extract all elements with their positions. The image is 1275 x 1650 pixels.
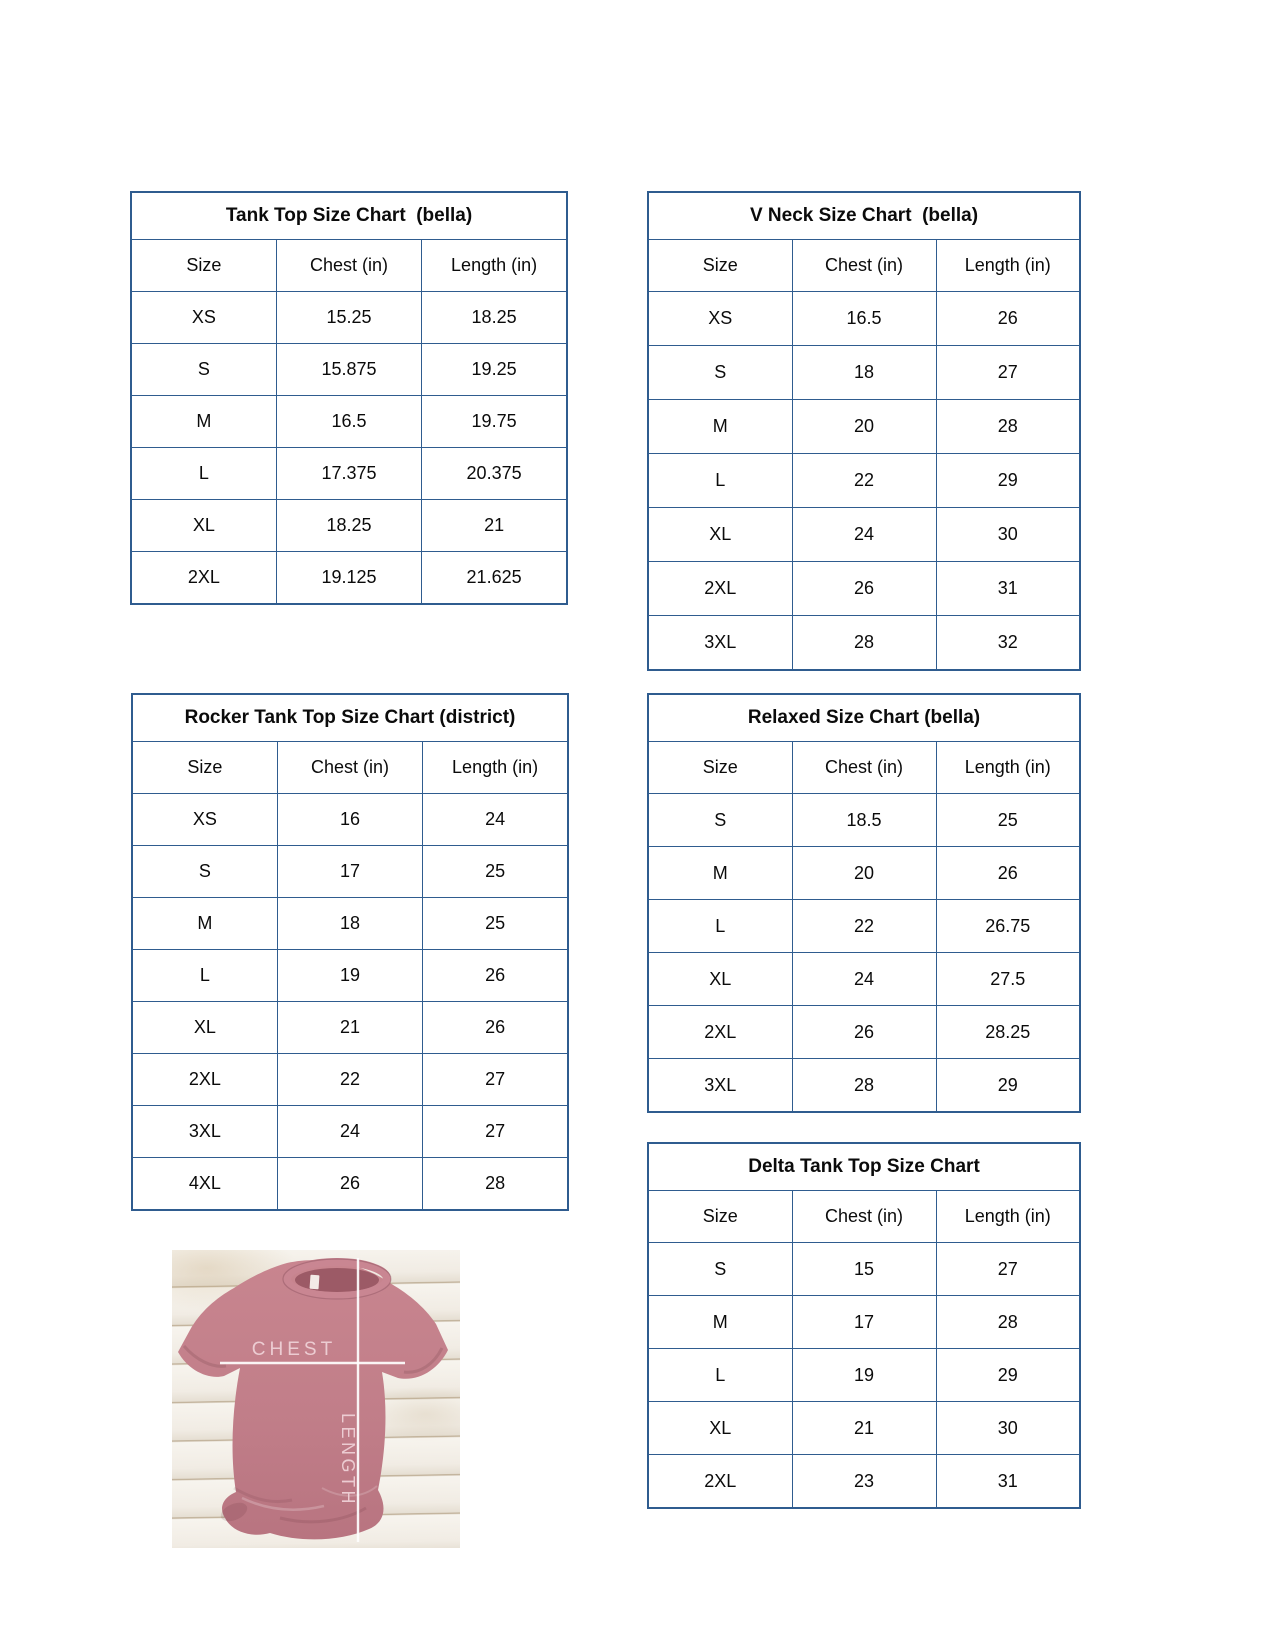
table-cell: 21 — [422, 500, 567, 552]
table-cell: 30 — [936, 508, 1080, 562]
table-title-row — [648, 192, 1080, 240]
table-row — [132, 1106, 568, 1158]
table-row — [648, 562, 1080, 616]
table-cell: 18.5 — [792, 794, 936, 847]
table-cell: L — [648, 900, 792, 953]
table-cell: 32 — [936, 616, 1080, 671]
table-cell: XS — [131, 292, 276, 344]
tshirt-measurement-photo — [172, 1250, 460, 1548]
column-header: Chest (in) — [792, 240, 936, 292]
table-cell: 20 — [792, 400, 936, 454]
table-cell: 24 — [792, 953, 936, 1006]
table-cell: 26 — [792, 1006, 936, 1059]
table-row — [648, 900, 1080, 953]
table-cell: S — [648, 346, 792, 400]
table-row — [648, 508, 1080, 562]
table-cell: M — [132, 898, 277, 950]
table-cell: M — [131, 396, 276, 448]
table-row — [132, 1158, 568, 1211]
size-chart-table-v-neck — [647, 191, 1081, 671]
table-cell: 28 — [423, 1158, 568, 1211]
table-row — [648, 616, 1080, 671]
column-header: Length (in) — [422, 240, 567, 292]
table-header-row — [648, 742, 1080, 794]
table-title-row — [131, 192, 567, 240]
table-cell: XL — [131, 500, 276, 552]
table-row — [648, 1296, 1080, 1349]
table-cell: 28 — [792, 1059, 936, 1113]
tshirt-shape — [178, 1260, 448, 1539]
table-cell: 18 — [792, 346, 936, 400]
table-cell: 17 — [792, 1296, 936, 1349]
table-cell: XL — [132, 1002, 277, 1054]
table-cell: 21 — [792, 1402, 936, 1455]
table-cell: 25 — [936, 794, 1080, 847]
neck-opening — [295, 1268, 379, 1292]
table-cell: L — [132, 950, 277, 1002]
table-cell: 22 — [277, 1054, 422, 1106]
table-cell: 3XL — [648, 1059, 792, 1113]
table-title: Delta Tank Top Size Chart — [648, 1143, 1080, 1191]
table-cell: XS — [648, 292, 792, 346]
size-chart-table-relaxed — [647, 693, 1081, 1113]
table-cell: 28.25 — [936, 1006, 1080, 1059]
table-row — [132, 794, 568, 846]
size-chart-table-rocker-tank-top — [131, 693, 569, 1211]
table-title: V Neck Size Chart (bella) — [648, 192, 1080, 240]
table-row — [648, 1006, 1080, 1059]
table-cell: 16.5 — [276, 396, 421, 448]
table-cell: 26 — [423, 1002, 568, 1054]
column-header: Chest (in) — [277, 742, 422, 794]
table-cell: L — [131, 448, 276, 500]
table-cell: 29 — [936, 1349, 1080, 1402]
table-cell: 19 — [792, 1349, 936, 1402]
table-header-row — [648, 240, 1080, 292]
table-row — [648, 1455, 1080, 1509]
table-cell: 21.625 — [422, 552, 567, 605]
table-row — [132, 950, 568, 1002]
table-row — [648, 847, 1080, 900]
table-cell: 26 — [936, 847, 1080, 900]
table-title-row — [648, 694, 1080, 742]
table-row — [648, 794, 1080, 847]
table-cell: 24 — [423, 794, 568, 846]
table-cell: 3XL — [132, 1106, 277, 1158]
table-cell: 24 — [277, 1106, 422, 1158]
table-cell: 18.25 — [276, 500, 421, 552]
table-cell: 20 — [792, 847, 936, 900]
table-cell: S — [648, 794, 792, 847]
table-cell: 24 — [792, 508, 936, 562]
column-header: Size — [648, 742, 792, 794]
table-cell: XL — [648, 508, 792, 562]
table-row — [131, 396, 567, 448]
table-cell: 31 — [936, 1455, 1080, 1509]
table-cell: 30 — [936, 1402, 1080, 1455]
column-header: Length (in) — [936, 1191, 1080, 1243]
table-cell: 19.25 — [422, 344, 567, 396]
table-cell: 17 — [277, 846, 422, 898]
table-cell: 15.25 — [276, 292, 421, 344]
table-cell: 28 — [936, 1296, 1080, 1349]
table-cell: 19 — [277, 950, 422, 1002]
table-cell: 26 — [277, 1158, 422, 1211]
table-title: Rocker Tank Top Size Chart (district) — [132, 694, 568, 742]
table-cell: S — [131, 344, 276, 396]
table-cell: 29 — [936, 1059, 1080, 1113]
column-header: Chest (in) — [792, 1191, 936, 1243]
table-cell: 26 — [792, 562, 936, 616]
table-cell: 16 — [277, 794, 422, 846]
tshirt-graphic — [172, 1250, 460, 1548]
table-row — [131, 448, 567, 500]
table-cell: 29 — [936, 454, 1080, 508]
table-row — [648, 400, 1080, 454]
table-cell: XS — [132, 794, 277, 846]
table-cell: 2XL — [131, 552, 276, 605]
table-row — [131, 344, 567, 396]
neck-tag — [310, 1275, 320, 1290]
table-cell: 27 — [936, 346, 1080, 400]
table-cell: 16.5 — [792, 292, 936, 346]
length-label: LENGTH — [338, 1412, 358, 1508]
table-cell: 4XL — [132, 1158, 277, 1211]
table-cell: 26.75 — [936, 900, 1080, 953]
table-title: Tank Top Size Chart (bella) — [131, 192, 567, 240]
table-row — [648, 1349, 1080, 1402]
table-cell: 19.75 — [422, 396, 567, 448]
table-cell: 15 — [792, 1243, 936, 1296]
table-cell: XL — [648, 953, 792, 1006]
table-header-row — [131, 240, 567, 292]
column-header: Chest (in) — [276, 240, 421, 292]
table-cell: M — [648, 1296, 792, 1349]
column-header: Length (in) — [423, 742, 568, 794]
table-cell: S — [648, 1243, 792, 1296]
table-cell: S — [132, 846, 277, 898]
table-cell: 18 — [277, 898, 422, 950]
table-title-row — [648, 1143, 1080, 1191]
table-row — [648, 1402, 1080, 1455]
size-chart-table-delta-tank-top — [647, 1142, 1081, 1509]
table-row — [648, 1059, 1080, 1113]
column-header: Size — [648, 1191, 792, 1243]
column-header: Length (in) — [936, 240, 1080, 292]
table-cell: 2XL — [132, 1054, 277, 1106]
table-cell: 22 — [792, 900, 936, 953]
column-header: Size — [131, 240, 276, 292]
table-cell: M — [648, 847, 792, 900]
table-cell: 2XL — [648, 1006, 792, 1059]
table-title-row — [132, 694, 568, 742]
table-header-row — [132, 742, 568, 794]
table-cell: 28 — [792, 616, 936, 671]
table-cell: 25 — [423, 898, 568, 950]
table-cell: 2XL — [648, 562, 792, 616]
table-row — [648, 346, 1080, 400]
table-cell: 2XL — [648, 1455, 792, 1509]
table-title: Relaxed Size Chart (bella) — [648, 694, 1080, 742]
column-header: Length (in) — [936, 742, 1080, 794]
table-cell: 17.375 — [276, 448, 421, 500]
table-cell: 27 — [936, 1243, 1080, 1296]
table-cell: 15.875 — [276, 344, 421, 396]
table-row — [648, 454, 1080, 508]
table-cell: 28 — [936, 400, 1080, 454]
table-row — [131, 292, 567, 344]
table-cell: M — [648, 400, 792, 454]
table-cell: 23 — [792, 1455, 936, 1509]
table-cell: 20.375 — [422, 448, 567, 500]
table-row — [131, 552, 567, 605]
table-row — [648, 292, 1080, 346]
table-cell: 25 — [423, 846, 568, 898]
column-header: Chest (in) — [792, 742, 936, 794]
table-row — [648, 953, 1080, 1006]
table-cell: 27.5 — [936, 953, 1080, 1006]
table-row — [131, 500, 567, 552]
table-row — [132, 1054, 568, 1106]
table-cell: 31 — [936, 562, 1080, 616]
table-row — [132, 1002, 568, 1054]
column-header: Size — [648, 240, 792, 292]
table-cell: XL — [648, 1402, 792, 1455]
table-cell: 26 — [423, 950, 568, 1002]
table-cell: 27 — [423, 1106, 568, 1158]
table-cell: 22 — [792, 454, 936, 508]
table-cell: 19.125 — [276, 552, 421, 605]
table-row — [648, 1243, 1080, 1296]
table-cell: 21 — [277, 1002, 422, 1054]
table-row — [132, 898, 568, 950]
table-cell: 3XL — [648, 616, 792, 671]
table-cell: 27 — [423, 1054, 568, 1106]
column-header: Size — [132, 742, 277, 794]
table-cell: 18.25 — [422, 292, 567, 344]
chest-label: CHEST — [251, 1339, 337, 1360]
table-cell: L — [648, 454, 792, 508]
table-cell: 26 — [936, 292, 1080, 346]
table-row — [132, 846, 568, 898]
table-cell: L — [648, 1349, 792, 1402]
size-chart-table-tank-top — [130, 191, 568, 605]
table-header-row — [648, 1191, 1080, 1243]
